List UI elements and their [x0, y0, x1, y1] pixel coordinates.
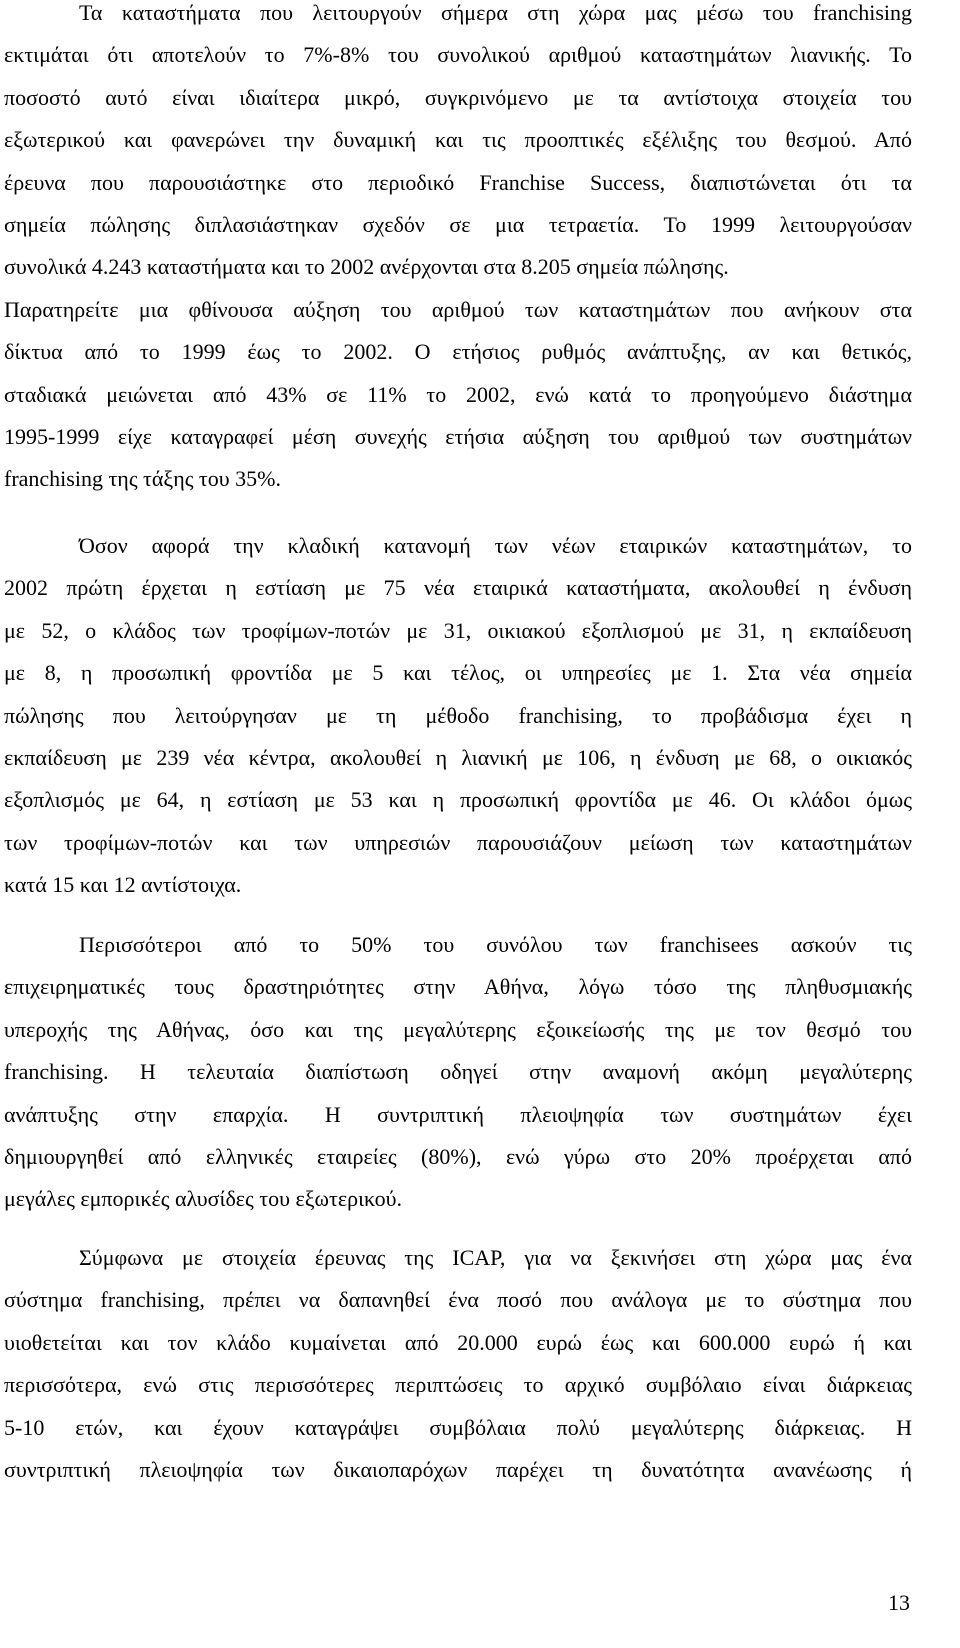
text-line: σημεία πώλησης διπλασιάστηκαν σχεδόν σε μια τετραετία. Το 1999 λειτουργούσαν — [4, 212, 912, 238]
text-line: με 52, ο κλάδος των τροφίμων-ποτών με 31, οικιακού εξοπλισμού με 31, η εκπαίδευση — [4, 617, 912, 643]
text-line: εξωτερικού και φανερώνει την δυναμική και τις προοπτικές εξέλιξης του θεσμού. Από — [4, 127, 912, 153]
text-line: εκπαίδευση με 239 νέα κέντρα, ακολουθεί η λιανική με 106, η ένδυση με 68, ο οικιακός — [4, 745, 912, 771]
text-line: μεγάλες εμπορικές αλυσίδες του εξωτερικού. — [4, 1186, 402, 1212]
text-line: 5-10 ετών, και έχουν καταγράψει συμβόλαια πολύ μεγαλύτερης διάρκειας. Η — [4, 1414, 912, 1440]
text-line: Σύμφωνα με στοιχεία έρευνας της ICAP, για να ξεκινήσει στη χώρα μας ένα — [79, 1245, 912, 1270]
text-line: περισσότερα, ενώ στις περισσότερες περιπτώσεις το αρχικό συμβόλαιο είναι διάρκειας — [4, 1372, 912, 1398]
text-line: ποσοστό αυτό είναι ιδιαίτερα μικρό, συγκρινόμενο με τα αντίστοιχα στοιχεία του — [4, 84, 912, 110]
text-line: έρευνα που παρουσιάστηκε στο περιοδικό Franchise Success, διαπιστώνεται ότι τα — [4, 169, 912, 195]
text-line: Περισσότεροι από το 50% του συνόλου των franchisees ασκούν τις — [79, 932, 912, 957]
text-line: υιοθετείται και τον κλάδο κυμαίνεται από 20.000 ευρώ έως και 600.000 ευρώ ή και — [4, 1329, 912, 1355]
text-line: ανάπτυξης στην επαρχία. Η συντριπτική πλειοψηφία των συστημάτων έχει — [4, 1101, 912, 1127]
text-line: Όσον αφορά την κλαδική κατανομή των νέων εταιρικών καταστημάτων, το — [79, 533, 912, 558]
text-line: πώλησης που λειτούργησαν με τη μέθοδο franchising, το προβάδισμα έχει η — [4, 702, 912, 728]
text-line: 2002 πρώτη έρχεται η εστίαση με 75 νέα εταιρικά καταστήματα, ακολουθεί η ένδυση — [4, 575, 912, 601]
page-number: 13 — [888, 1590, 910, 1615]
text-line: Παρατηρείτε μια φθίνουσα αύξηση του αριθμού των καταστημάτων που ανήκουν στα — [4, 296, 912, 322]
text-line: εκτιμάται ότι αποτελούν το 7%-8% του συνολικού αριθμού καταστημάτων λιανικής. Το — [4, 42, 912, 68]
paragraph-1 — [4, 0, 912, 501]
text-line: franchising της τάξης του 35%. — [4, 466, 281, 492]
text-line: των τροφίμων-ποτών και των υπηρεσιών παρουσιάζουν μείωση των καταστημάτων — [4, 829, 912, 855]
text-line: δημιουργηθεί από ελληνικές εταιρείες (80%), ενώ γύρω στο 20% προέρχεται από — [4, 1144, 912, 1170]
text-line: 1995-1999 είχε καταγραφεί μέση συνεχής ετήσια αύξηση του αριθμού των συστημάτων — [4, 424, 912, 450]
text-line: σταδιακά μειώνεται από 43% σε 11% το 2002, ενώ κατά το προηγούμενο διάστημα — [4, 381, 912, 407]
text-line: εξοπλισμός με 64, η εστίαση με 53 και η προσωπική φροντίδα με 46. Οι κλάδοι όμως — [4, 787, 912, 813]
text-line: σύστημα franchising, πρέπει να δαπανηθεί ένα ποσό που ανάλογα με το σύστημα που — [4, 1287, 912, 1313]
text-line: με 8, η προσωπική φροντίδα με 5 και τέλος, οι υπηρεσίες με 1. Στα νέα σημεία — [4, 660, 912, 686]
text-line: υπεροχής της Αθήνας, όσο και της μεγαλύτερης εξοικείωσής της με τον θεσμό του — [4, 1016, 912, 1042]
text-line: συνολικά 4.243 καταστήματα και το 2002 ανέρχονται στα 8.205 σημεία πώλησης. — [4, 254, 729, 280]
paragraph-4 — [4, 1237, 912, 1491]
text-line: franchising. Η τελευταία διαπίστωση οδηγεί στην αναμονή ακόμη μεγαλύτερης — [4, 1059, 912, 1085]
paragraph-3 — [4, 924, 912, 1221]
text-line: κατά 15 και 12 αντίστοιχα. — [4, 872, 242, 898]
text-line: Τα καταστήματα που λειτουργούν σήμερα στη χώρα μας μέσω του franchising — [79, 0, 912, 25]
text-line: δίκτυα από το 1999 έως το 2002. Ο ετήσιος ρυθμός ανάπτυξης, αν και θετικός, — [4, 339, 912, 365]
text-line: επιχειρηματικές τους δραστηριότητες στην Αθήνα, λόγω τόσο της πληθυσμιακής — [4, 974, 912, 1000]
text-line: συντριπτική πλειοψηφία των δικαιοπαρόχων παρέχει τη δυνατότητα ανανέωσης ή — [4, 1457, 912, 1483]
paragraph-2 — [4, 525, 912, 907]
